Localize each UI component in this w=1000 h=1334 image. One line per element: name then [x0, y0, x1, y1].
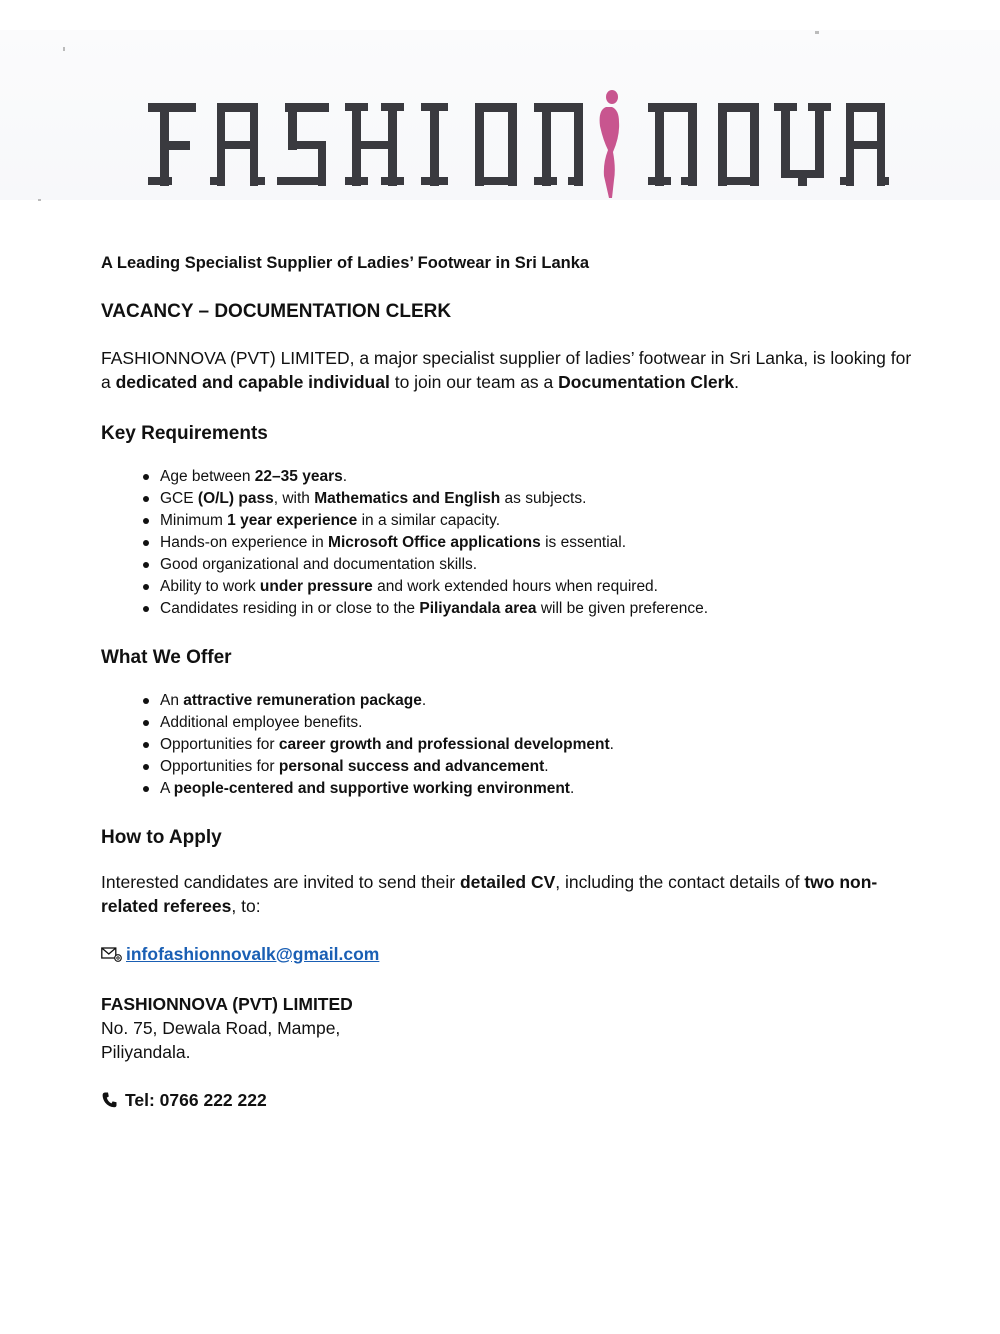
offer-heading: What We Offer [101, 647, 232, 668]
logo-letter-a [210, 103, 265, 186]
logo-letter-o-2 [718, 103, 759, 186]
item-bold: 22–35 years [254, 468, 343, 485]
apply-heading: How to Apply [101, 827, 222, 848]
list-item [101, 554, 921, 576]
vacancy-title: VACANCY – DOCUMENTATION CLERK [101, 301, 452, 322]
intro-paragraph [101, 346, 921, 394]
email-at-icon [101, 946, 123, 962]
logo-letter-n-2 [648, 103, 697, 186]
telephone-number: Tel: 0766 222 222 [125, 1089, 267, 1110]
item-bold: attractive remuneration package [183, 692, 422, 709]
item-text-end: is essential. [540, 534, 627, 551]
logo-letter-v [774, 103, 831, 186]
email-link[interactable]: infofashionnovalk@gmail.com [126, 943, 380, 964]
email-row [101, 942, 921, 966]
bullet-icon [143, 698, 149, 704]
address-line-1: No. 75, Dewala Road, Mampe, [101, 1018, 341, 1038]
company-address [101, 992, 921, 1064]
item-text-end: will be given preference. [536, 600, 709, 617]
item-text-end: as subjects. [500, 490, 587, 507]
item-bold: career growth and professional development [278, 736, 610, 753]
list-item [101, 576, 921, 598]
item-text: Opportunities for [160, 736, 279, 753]
phone-icon [101, 1091, 119, 1109]
list-item [101, 756, 921, 778]
apply-bold-2: two non-related referees [101, 872, 878, 916]
address-line-2: Piliyandala. [101, 1042, 191, 1062]
item-text: Minimum [160, 512, 228, 529]
bullet-icon [143, 720, 149, 726]
brand-wordmark [148, 103, 889, 186]
item-text-end: in a similar capacity. [357, 512, 500, 529]
logo-letter-n [534, 103, 583, 186]
intro-text-1: FASHIONNOVA (PVT) LIMITED, a major specialist supplier of ladies’ footwear in Sri Lanka, is looking for a [101, 348, 912, 392]
item-text-end: and work extended hours when required. [372, 578, 658, 595]
list-item [101, 712, 921, 734]
logo-letter-o [475, 103, 517, 186]
telephone-row [101, 1088, 921, 1112]
logo-letter-i [421, 103, 448, 186]
item-bold: under pressure [259, 578, 373, 595]
item-text: Opportunities for [160, 758, 279, 775]
item-text: Age between [160, 468, 255, 485]
bullet-icon [143, 742, 149, 748]
apply-text-2: , including the contact details of [555, 872, 805, 892]
item-text-end: . [421, 692, 427, 709]
bullet-icon [143, 786, 149, 792]
item-bold: people-centered and supportive working environment [173, 780, 570, 797]
bullet-icon [143, 540, 149, 546]
item-bold-2: Mathematics and English [314, 490, 501, 507]
scan-speck [815, 31, 819, 34]
requirements-heading: Key Requirements [101, 423, 268, 444]
item-text: Hands-on experience in [160, 534, 329, 551]
bullet-icon [143, 584, 149, 590]
header-banner [0, 30, 1000, 200]
intro-text-2: to join our team as a [389, 372, 559, 392]
apply-text-3: , to: [231, 896, 261, 916]
item-text-mid: , with [273, 490, 315, 507]
item-text: A [160, 780, 174, 797]
offer-list [101, 690, 921, 800]
list-item [101, 690, 921, 712]
list-item [101, 734, 921, 756]
item-text: Ability to work [160, 578, 260, 595]
bullet-icon [143, 518, 149, 524]
scan-speck [38, 199, 41, 201]
item-bold: (O/L) pass [197, 490, 274, 507]
item-text-end: . [342, 468, 348, 485]
item-text: GCE [160, 490, 198, 507]
bullet-icon [143, 562, 149, 568]
scan-speck [63, 47, 65, 51]
item-bold: 1 year experience [227, 512, 358, 529]
logo-letter-f [148, 103, 196, 186]
job-ad-body [101, 252, 921, 1112]
logo-letter-a-2 [840, 103, 889, 186]
item-text-end: . [569, 780, 575, 797]
apply-text-1: Interested candidates are invited to send their [101, 872, 460, 892]
item-text: An [160, 692, 184, 709]
logo-letter-s [277, 103, 329, 186]
item-text: Good organizational and documentation skills. [160, 556, 478, 573]
item-bold: Piliyandala area [419, 600, 537, 617]
company-name: FASHIONNOVA (PVT) LIMITED [101, 994, 353, 1014]
list-item [101, 532, 921, 554]
item-text: Additional employee benefits. [160, 714, 363, 731]
bullet-icon [143, 764, 149, 770]
list-item [101, 778, 921, 800]
item-text-end: . [609, 736, 614, 753]
woman-silhouette-icon [600, 90, 620, 198]
apply-bold-1: detailed CV [459, 872, 556, 892]
bullet-icon [143, 496, 149, 502]
company-tagline: A Leading Specialist Supplier of Ladies’ Footwear in Sri Lanka [101, 254, 590, 272]
list-item [101, 598, 921, 620]
intro-bold-2: Documentation Clerk [558, 372, 735, 392]
bullet-icon [143, 606, 149, 612]
apply-paragraph [101, 870, 921, 918]
item-bold: personal success and advancement [278, 758, 545, 775]
bullet-icon [143, 474, 149, 480]
list-item [101, 466, 921, 488]
list-item [101, 488, 921, 510]
intro-bold-1: dedicated and capable individual [115, 372, 390, 392]
intro-text-3: . [734, 372, 740, 392]
brand-logo [0, 30, 1000, 200]
item-text-end: . [544, 758, 549, 775]
item-bold: Microsoft Office applications [328, 534, 541, 551]
requirements-list [101, 466, 921, 620]
logo-letter-h [345, 103, 404, 186]
list-item [101, 510, 921, 532]
item-text: Candidates residing in or close to the [160, 600, 420, 617]
